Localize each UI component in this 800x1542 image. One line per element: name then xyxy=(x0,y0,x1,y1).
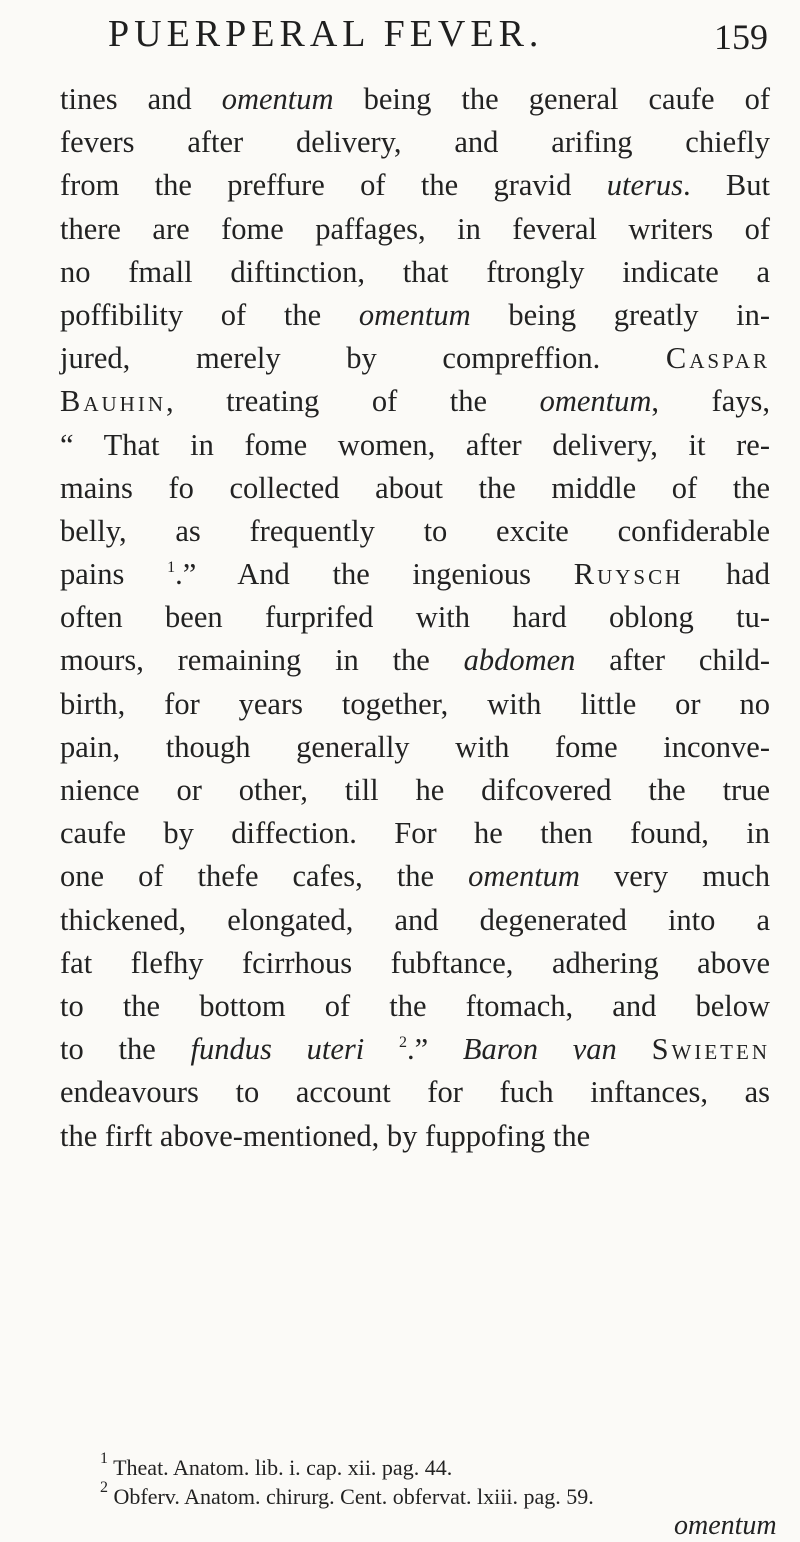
text-line: nience or other, till he difcovered the true xyxy=(60,773,770,807)
text-line: pains $^1$.” And the ingenious Ruysch had xyxy=(60,557,770,592)
catchword: omentum xyxy=(674,1510,777,1541)
text-line: endeavours to account for fuch inftances, as xyxy=(60,1075,770,1110)
text-line: pain, though generally with fome inconve- xyxy=(60,729,770,764)
text-line: one of thefe cafes, the omentum very much xyxy=(60,859,770,894)
running-title: PUERPERAL FEVER. xyxy=(108,13,544,55)
running-header xyxy=(108,12,768,76)
text-line: the firft above-mentioned, by fuppofing the xyxy=(60,1118,591,1153)
footnotes xyxy=(100,1450,770,1511)
text-line: from the preffure of the gravid uterus. But xyxy=(60,168,770,203)
footnote-ref: 2 xyxy=(398,1034,407,1052)
italic-term: omentum xyxy=(221,82,334,116)
italic-term: uterus xyxy=(606,168,683,203)
footnote-ref: 1 xyxy=(167,559,176,577)
text-line: there are fome paffages, in feveral writers of xyxy=(60,211,770,246)
text-line: no fmall diftinction, that ftrongly indicate a xyxy=(60,254,770,289)
footnote-mark: 1 xyxy=(100,1450,108,1467)
text-line: belly, as frequently to excite confiderable xyxy=(60,513,770,548)
author-name: Swieten xyxy=(651,1032,771,1067)
text-line: mours, remaining in the abdomen after child- xyxy=(60,643,770,678)
footnote-mark: 2 xyxy=(100,1479,108,1496)
footnote xyxy=(100,1479,770,1511)
text-line: fevers after delivery, and arifing chiefly xyxy=(60,125,770,160)
text-line: caufe by diffection. For he then found, in xyxy=(60,816,770,851)
italic-term: omentum xyxy=(468,859,580,894)
author-name: Caspar xyxy=(665,341,770,376)
text-line: poffibility of the omentum being greatly in- xyxy=(60,297,770,332)
footnote-text: Theat. Anatom. lib. i. cap. xii. pag. 44. xyxy=(108,1455,453,1480)
author-name: Bauhin xyxy=(60,384,166,419)
page-number: 159 xyxy=(714,17,768,57)
text-line: thickened, elongated, and degenerated into a xyxy=(60,902,770,937)
text-line: to the bottom of the ftomach, and below xyxy=(60,988,770,1023)
text-line: jured, merely by compreffion. Caspar xyxy=(60,341,770,376)
text-line: tines and omentum being the general caufe of xyxy=(60,82,770,116)
text-line: birth, for years together, with little or no xyxy=(60,686,770,721)
italic-term: omentum xyxy=(358,297,471,332)
text-line: mains fo collected about the middle of the xyxy=(60,470,770,505)
italic-term: Baron van xyxy=(462,1032,617,1067)
text-line: fat flefhy fcirrhous fubftance, adhering above xyxy=(60,945,770,980)
text-line: “ That in fome women, after delivery, it re- xyxy=(60,427,770,462)
text-line: often been furprifed with hard oblong tu- xyxy=(60,600,770,635)
italic-term: omentum xyxy=(539,384,652,419)
footnote-text: Obferv. Anatom. chirurg. Cent. obfervat. lxiii. pag. 59. xyxy=(108,1484,594,1509)
body-text xyxy=(60,78,770,1158)
text-line: Bauhin, treating of the omentum, fays, xyxy=(60,384,770,419)
footnote xyxy=(100,1450,770,1482)
italic-term: fundus uteri xyxy=(190,1032,365,1067)
text-line: to the fundus uteri $^2$.” Baron van Swieten xyxy=(60,1032,771,1067)
author-name: Ruysch xyxy=(573,557,684,592)
italic-term: abdomen xyxy=(463,643,576,678)
